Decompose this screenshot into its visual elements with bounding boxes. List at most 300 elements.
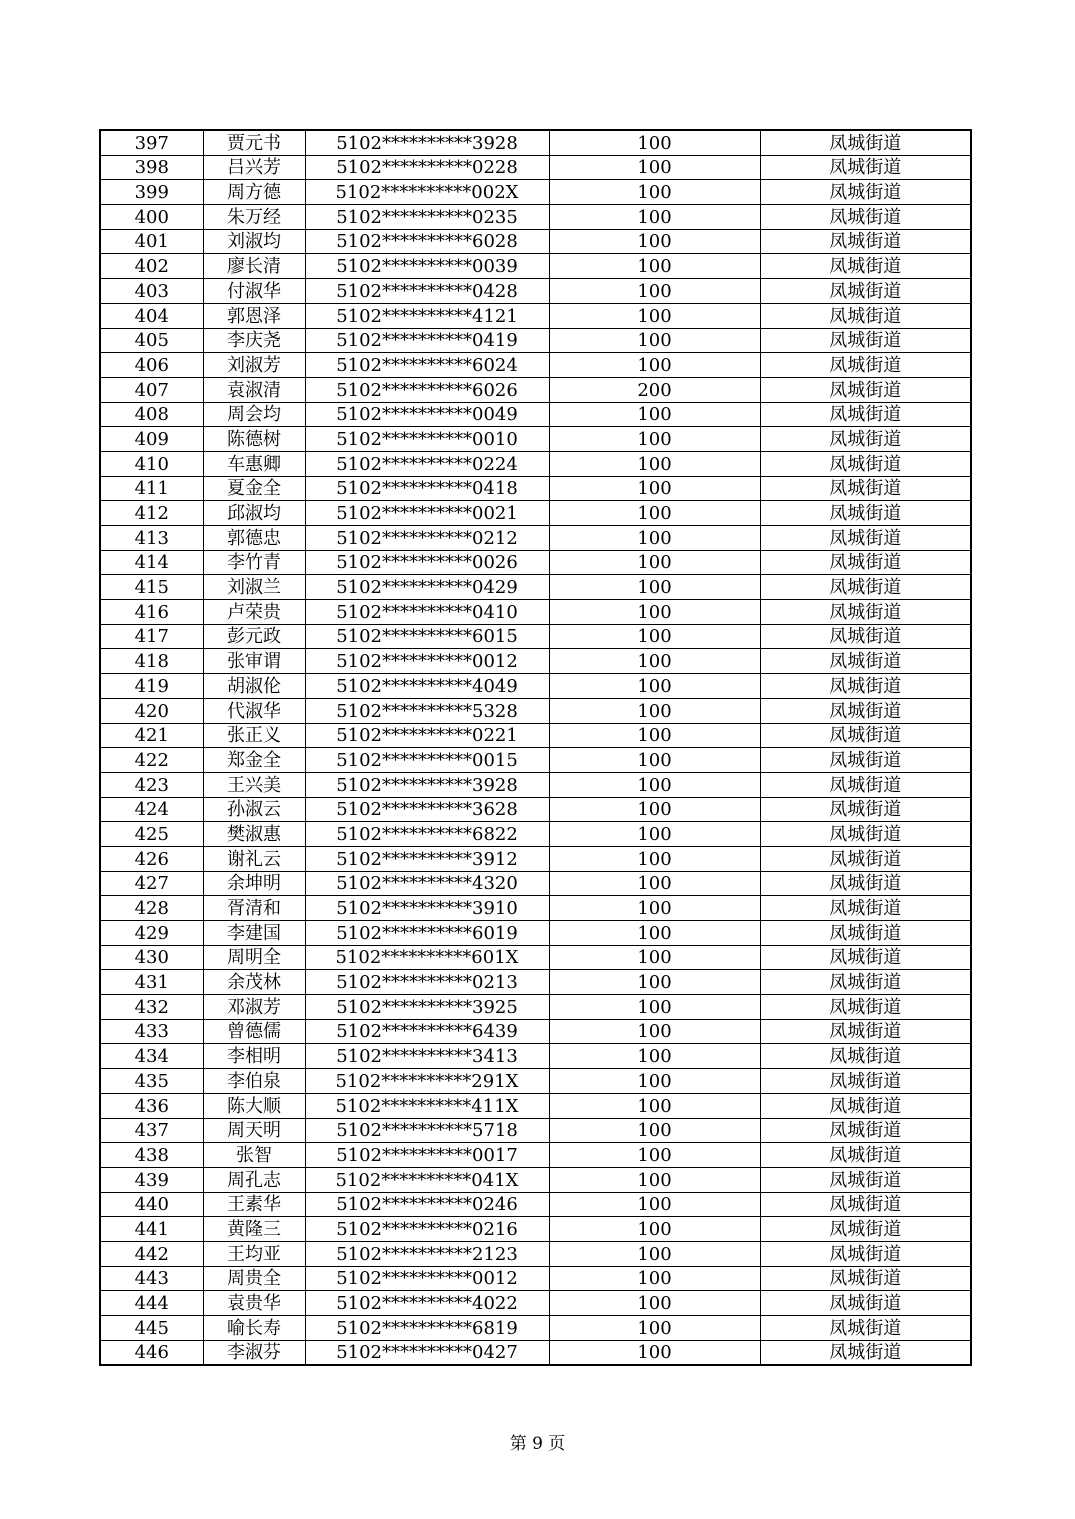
address-cell: 凤城街道 (760, 748, 971, 773)
amount-cell: 100 (549, 698, 760, 723)
amount-cell: 100 (549, 674, 760, 699)
address-cell: 凤城街道 (760, 1019, 971, 1044)
name-cell: 周方德 (203, 180, 305, 205)
amount-cell: 100 (549, 649, 760, 674)
row-number-cell: 412 (100, 501, 203, 526)
name-cell: 陈德树 (203, 427, 305, 452)
id-number-cell: 5102**********3628 (305, 797, 549, 822)
id-number-cell: 5102**********2123 (305, 1241, 549, 1266)
row-number-cell: 437 (100, 1118, 203, 1143)
id-number-cell: 5102**********6439 (305, 1019, 549, 1044)
id-number-cell: 5102**********411X (305, 1093, 549, 1118)
amount-cell: 100 (549, 229, 760, 254)
table-row (100, 748, 971, 773)
id-number-cell: 5102**********6024 (305, 353, 549, 378)
address-cell: 凤城街道 (760, 377, 971, 402)
amount-cell: 100 (549, 1291, 760, 1316)
name-cell: 陈大顺 (203, 1093, 305, 1118)
row-number-cell: 414 (100, 550, 203, 575)
amount-cell: 100 (549, 871, 760, 896)
id-number-cell: 5102**********0012 (305, 1266, 549, 1291)
amount-cell: 100 (549, 995, 760, 1020)
name-cell: 周天明 (203, 1118, 305, 1143)
id-number-cell: 5102**********5718 (305, 1118, 549, 1143)
row-number-cell: 398 (100, 155, 203, 180)
id-number-cell: 5102**********6819 (305, 1316, 549, 1341)
address-cell: 凤城街道 (760, 1044, 971, 1069)
amount-cell: 100 (549, 797, 760, 822)
id-number-cell: 5102**********0216 (305, 1217, 549, 1242)
address-cell: 凤城街道 (760, 846, 971, 871)
id-number-cell: 5102**********0235 (305, 205, 549, 230)
name-cell: 刘淑兰 (203, 575, 305, 600)
row-number-cell: 408 (100, 402, 203, 427)
table-row (100, 575, 971, 600)
table-row (100, 254, 971, 279)
address-cell: 凤城街道 (760, 550, 971, 575)
address-cell: 凤城街道 (760, 1266, 971, 1291)
name-cell: 黄隆三 (203, 1217, 305, 1242)
id-number-cell: 5102**********4049 (305, 674, 549, 699)
table-row (100, 1266, 971, 1291)
table-row (100, 871, 971, 896)
row-number-cell: 443 (100, 1266, 203, 1291)
table-row (100, 303, 971, 328)
id-number-cell: 5102**********4121 (305, 303, 549, 328)
amount-cell: 100 (549, 180, 760, 205)
amount-cell: 100 (549, 921, 760, 946)
address-cell: 凤城街道 (760, 1069, 971, 1094)
name-cell: 樊淑惠 (203, 822, 305, 847)
row-number-cell: 418 (100, 649, 203, 674)
name-cell: 周孔志 (203, 1167, 305, 1192)
page-number: 第 9 页 (509, 1434, 566, 1454)
id-number-cell: 5102**********6019 (305, 921, 549, 946)
address-cell: 凤城街道 (760, 476, 971, 501)
row-number-cell: 446 (100, 1340, 203, 1365)
amount-cell: 100 (549, 822, 760, 847)
row-number-cell: 419 (100, 674, 203, 699)
amount-cell: 100 (549, 945, 760, 970)
name-cell: 付淑华 (203, 279, 305, 304)
address-cell: 凤城街道 (760, 1217, 971, 1242)
table-row (100, 1291, 971, 1316)
table-row (100, 526, 971, 551)
address-cell: 凤城街道 (760, 353, 971, 378)
address-cell: 凤城街道 (760, 674, 971, 699)
address-cell: 凤城街道 (760, 600, 971, 625)
address-cell: 凤城街道 (760, 254, 971, 279)
table-row (100, 377, 971, 402)
row-number-cell: 444 (100, 1291, 203, 1316)
row-number-cell: 404 (100, 303, 203, 328)
id-number-cell: 5102**********0221 (305, 723, 549, 748)
address-cell: 凤城街道 (760, 1167, 971, 1192)
id-number-cell: 5102**********601X (305, 945, 549, 970)
address-cell: 凤城街道 (760, 501, 971, 526)
table-row (100, 1316, 971, 1341)
name-cell: 孙淑云 (203, 797, 305, 822)
id-number-cell: 5102**********0012 (305, 649, 549, 674)
table-row (100, 427, 971, 452)
name-cell: 车惠卿 (203, 451, 305, 476)
row-number-cell: 445 (100, 1316, 203, 1341)
amount-cell: 100 (549, 1143, 760, 1168)
row-number-cell: 399 (100, 180, 203, 205)
name-cell: 王兴美 (203, 772, 305, 797)
name-cell: 张正义 (203, 723, 305, 748)
row-number-cell: 401 (100, 229, 203, 254)
table-row (100, 723, 971, 748)
table-row (100, 180, 971, 205)
table-row (100, 1118, 971, 1143)
address-cell: 凤城街道 (760, 995, 971, 1020)
row-number-cell: 435 (100, 1069, 203, 1094)
table-row (100, 846, 971, 871)
amount-cell: 100 (549, 526, 760, 551)
table-row (100, 649, 971, 674)
table-row (100, 328, 971, 353)
amount-cell: 100 (549, 1044, 760, 1069)
row-number-cell: 427 (100, 871, 203, 896)
amount-cell: 100 (549, 1192, 760, 1217)
address-cell: 凤城街道 (760, 229, 971, 254)
roster-table (99, 129, 972, 1366)
id-number-cell: 5102**********3925 (305, 995, 549, 1020)
address-cell: 凤城街道 (760, 303, 971, 328)
table-row (100, 476, 971, 501)
id-number-cell: 5102**********0212 (305, 526, 549, 551)
name-cell: 代淑华 (203, 698, 305, 723)
amount-cell: 100 (549, 1167, 760, 1192)
id-number-cell: 5102**********002X (305, 180, 549, 205)
id-number-cell: 5102**********3413 (305, 1044, 549, 1069)
id-number-cell: 5102**********0026 (305, 550, 549, 575)
table-row (100, 1143, 971, 1168)
amount-cell: 100 (549, 846, 760, 871)
id-number-cell: 5102**********0021 (305, 501, 549, 526)
row-number-cell: 431 (100, 970, 203, 995)
row-number-cell: 411 (100, 476, 203, 501)
name-cell: 郑金全 (203, 748, 305, 773)
row-number-cell: 421 (100, 723, 203, 748)
table-row (100, 970, 971, 995)
address-cell: 凤城街道 (760, 279, 971, 304)
address-cell: 凤城街道 (760, 896, 971, 921)
id-number-cell: 5102**********6026 (305, 377, 549, 402)
address-cell: 凤城街道 (760, 1192, 971, 1217)
amount-cell: 100 (549, 402, 760, 427)
address-cell: 凤城街道 (760, 1316, 971, 1341)
address-cell: 凤城街道 (760, 328, 971, 353)
name-cell: 喻长寿 (203, 1316, 305, 1341)
id-number-cell: 5102**********0015 (305, 748, 549, 773)
name-cell: 李竹青 (203, 550, 305, 575)
name-cell: 李淑芬 (203, 1340, 305, 1365)
amount-cell: 100 (549, 501, 760, 526)
id-number-cell: 5102**********0039 (305, 254, 549, 279)
address-cell: 凤城街道 (760, 624, 971, 649)
name-cell: 余坤明 (203, 871, 305, 896)
name-cell: 贾元书 (203, 130, 305, 155)
amount-cell: 100 (549, 303, 760, 328)
address-cell: 凤城街道 (760, 1118, 971, 1143)
row-number-cell: 422 (100, 748, 203, 773)
amount-cell: 100 (549, 279, 760, 304)
table-row (100, 1192, 971, 1217)
name-cell: 周明全 (203, 945, 305, 970)
amount-cell: 100 (549, 476, 760, 501)
name-cell: 王素华 (203, 1192, 305, 1217)
row-number-cell: 410 (100, 451, 203, 476)
name-cell: 卢荣贵 (203, 600, 305, 625)
id-number-cell: 5102**********0429 (305, 575, 549, 600)
row-number-cell: 436 (100, 1093, 203, 1118)
amount-cell: 100 (549, 1093, 760, 1118)
address-cell: 凤城街道 (760, 180, 971, 205)
row-number-cell: 430 (100, 945, 203, 970)
address-cell: 凤城街道 (760, 772, 971, 797)
row-number-cell: 440 (100, 1192, 203, 1217)
table-row (100, 1093, 971, 1118)
id-number-cell: 5102**********6822 (305, 822, 549, 847)
id-number-cell: 5102**********0224 (305, 451, 549, 476)
table-row (100, 1019, 971, 1044)
row-number-cell: 426 (100, 846, 203, 871)
address-cell: 凤城街道 (760, 797, 971, 822)
amount-cell: 100 (549, 748, 760, 773)
id-number-cell: 5102**********041X (305, 1167, 549, 1192)
address-cell: 凤城街道 (760, 205, 971, 230)
name-cell: 邓淑芳 (203, 995, 305, 1020)
id-number-cell: 5102**********3928 (305, 772, 549, 797)
table-row (100, 822, 971, 847)
address-cell: 凤城街道 (760, 649, 971, 674)
amount-cell: 100 (549, 575, 760, 600)
amount-cell: 100 (549, 1069, 760, 1094)
table-row (100, 550, 971, 575)
table-row (100, 353, 971, 378)
table-row (100, 896, 971, 921)
row-number-cell: 424 (100, 797, 203, 822)
name-cell: 李相明 (203, 1044, 305, 1069)
table-row (100, 501, 971, 526)
amount-cell: 100 (549, 1340, 760, 1365)
amount-cell: 100 (549, 1118, 760, 1143)
row-number-cell: 438 (100, 1143, 203, 1168)
row-number-cell: 407 (100, 377, 203, 402)
id-number-cell: 5102**********0228 (305, 155, 549, 180)
amount-cell: 100 (549, 427, 760, 452)
amount-cell: 100 (549, 205, 760, 230)
amount-cell: 100 (549, 772, 760, 797)
name-cell: 朱万经 (203, 205, 305, 230)
row-number-cell: 434 (100, 1044, 203, 1069)
amount-cell: 100 (549, 130, 760, 155)
address-cell: 凤城街道 (760, 822, 971, 847)
name-cell: 李建国 (203, 921, 305, 946)
id-number-cell: 5102**********5328 (305, 698, 549, 723)
address-cell: 凤城街道 (760, 871, 971, 896)
amount-cell: 100 (549, 600, 760, 625)
id-number-cell: 5102**********0418 (305, 476, 549, 501)
row-number-cell: 442 (100, 1241, 203, 1266)
name-cell: 郭恩泽 (203, 303, 305, 328)
name-cell: 袁贵华 (203, 1291, 305, 1316)
row-number-cell: 429 (100, 921, 203, 946)
amount-cell: 100 (549, 1316, 760, 1341)
row-number-cell: 400 (100, 205, 203, 230)
table-row (100, 674, 971, 699)
name-cell: 胡淑伦 (203, 674, 305, 699)
amount-cell: 100 (549, 550, 760, 575)
table-row (100, 600, 971, 625)
address-cell: 凤城街道 (760, 1291, 971, 1316)
name-cell: 余茂林 (203, 970, 305, 995)
table-row (100, 1044, 971, 1069)
name-cell: 刘淑芳 (203, 353, 305, 378)
row-number-cell: 428 (100, 896, 203, 921)
table-row (100, 995, 971, 1020)
id-number-cell: 5102**********6028 (305, 229, 549, 254)
id-number-cell: 5102**********4320 (305, 871, 549, 896)
name-cell: 张审谓 (203, 649, 305, 674)
id-number-cell: 5102**********0428 (305, 279, 549, 304)
name-cell: 彭元政 (203, 624, 305, 649)
name-cell: 王均亚 (203, 1241, 305, 1266)
row-number-cell: 397 (100, 130, 203, 155)
id-number-cell: 5102**********3912 (305, 846, 549, 871)
id-number-cell: 5102**********6015 (305, 624, 549, 649)
row-number-cell: 432 (100, 995, 203, 1020)
id-number-cell: 5102**********0010 (305, 427, 549, 452)
row-number-cell: 416 (100, 600, 203, 625)
address-cell: 凤城街道 (760, 1340, 971, 1365)
address-cell: 凤城街道 (760, 402, 971, 427)
table-row (100, 402, 971, 427)
name-cell: 李伯泉 (203, 1069, 305, 1094)
address-cell: 凤城街道 (760, 1143, 971, 1168)
table-row (100, 772, 971, 797)
amount-cell: 100 (549, 451, 760, 476)
roster-table-body (100, 130, 971, 1365)
amount-cell: 100 (549, 1241, 760, 1266)
name-cell: 吕兴芳 (203, 155, 305, 180)
id-number-cell: 5102**********0419 (305, 328, 549, 353)
row-number-cell: 425 (100, 822, 203, 847)
table-row (100, 797, 971, 822)
id-number-cell: 5102**********3928 (305, 130, 549, 155)
amount-cell: 100 (549, 254, 760, 279)
id-number-cell: 5102**********0213 (305, 970, 549, 995)
table-row (100, 1241, 971, 1266)
name-cell: 谢礼云 (203, 846, 305, 871)
amount-cell: 100 (549, 624, 760, 649)
table-row (100, 279, 971, 304)
amount-cell: 100 (549, 896, 760, 921)
table-row (100, 1217, 971, 1242)
address-cell: 凤城街道 (760, 698, 971, 723)
row-number-cell: 406 (100, 353, 203, 378)
name-cell: 曾德儒 (203, 1019, 305, 1044)
row-number-cell: 420 (100, 698, 203, 723)
id-number-cell: 5102**********0049 (305, 402, 549, 427)
id-number-cell: 5102**********0410 (305, 600, 549, 625)
table-row (100, 698, 971, 723)
name-cell: 郭德忠 (203, 526, 305, 551)
name-cell: 张智 (203, 1143, 305, 1168)
name-cell: 胥清和 (203, 896, 305, 921)
amount-cell: 100 (549, 723, 760, 748)
name-cell: 周贵全 (203, 1266, 305, 1291)
address-cell: 凤城街道 (760, 155, 971, 180)
amount-cell: 100 (549, 328, 760, 353)
table-row (100, 624, 971, 649)
name-cell: 夏金全 (203, 476, 305, 501)
table-row (100, 155, 971, 180)
address-cell: 凤城街道 (760, 1093, 971, 1118)
address-cell: 凤城街道 (760, 921, 971, 946)
name-cell: 廖长清 (203, 254, 305, 279)
table-row (100, 130, 971, 155)
amount-cell: 200 (549, 377, 760, 402)
row-number-cell: 409 (100, 427, 203, 452)
address-cell: 凤城街道 (760, 130, 971, 155)
address-cell: 凤城街道 (760, 970, 971, 995)
id-number-cell: 5102**********291X (305, 1069, 549, 1094)
table-row (100, 1069, 971, 1094)
address-cell: 凤城街道 (760, 526, 971, 551)
row-number-cell: 403 (100, 279, 203, 304)
row-number-cell: 439 (100, 1167, 203, 1192)
name-cell: 袁淑清 (203, 377, 305, 402)
id-number-cell: 5102**********0017 (305, 1143, 549, 1168)
row-number-cell: 405 (100, 328, 203, 353)
amount-cell: 100 (549, 970, 760, 995)
row-number-cell: 423 (100, 772, 203, 797)
name-cell: 周会均 (203, 402, 305, 427)
table-row (100, 1167, 971, 1192)
table-row (100, 205, 971, 230)
name-cell: 刘淑均 (203, 229, 305, 254)
table-row (100, 945, 971, 970)
name-cell: 李庆尧 (203, 328, 305, 353)
table-row (100, 451, 971, 476)
amount-cell: 100 (549, 353, 760, 378)
row-number-cell: 413 (100, 526, 203, 551)
amount-cell: 100 (549, 1217, 760, 1242)
table-row (100, 1340, 971, 1365)
id-number-cell: 5102**********0427 (305, 1340, 549, 1365)
id-number-cell: 5102**********0246 (305, 1192, 549, 1217)
amount-cell: 100 (549, 1019, 760, 1044)
address-cell: 凤城街道 (760, 723, 971, 748)
address-cell: 凤城街道 (760, 575, 971, 600)
address-cell: 凤城街道 (760, 1241, 971, 1266)
id-number-cell: 5102**********4022 (305, 1291, 549, 1316)
amount-cell: 100 (549, 1266, 760, 1291)
address-cell: 凤城街道 (760, 427, 971, 452)
address-cell: 凤城街道 (760, 945, 971, 970)
row-number-cell: 402 (100, 254, 203, 279)
row-number-cell: 433 (100, 1019, 203, 1044)
row-number-cell: 441 (100, 1217, 203, 1242)
table-row (100, 921, 971, 946)
address-cell: 凤城街道 (760, 451, 971, 476)
row-number-cell: 417 (100, 624, 203, 649)
table-row (100, 229, 971, 254)
amount-cell: 100 (549, 155, 760, 180)
